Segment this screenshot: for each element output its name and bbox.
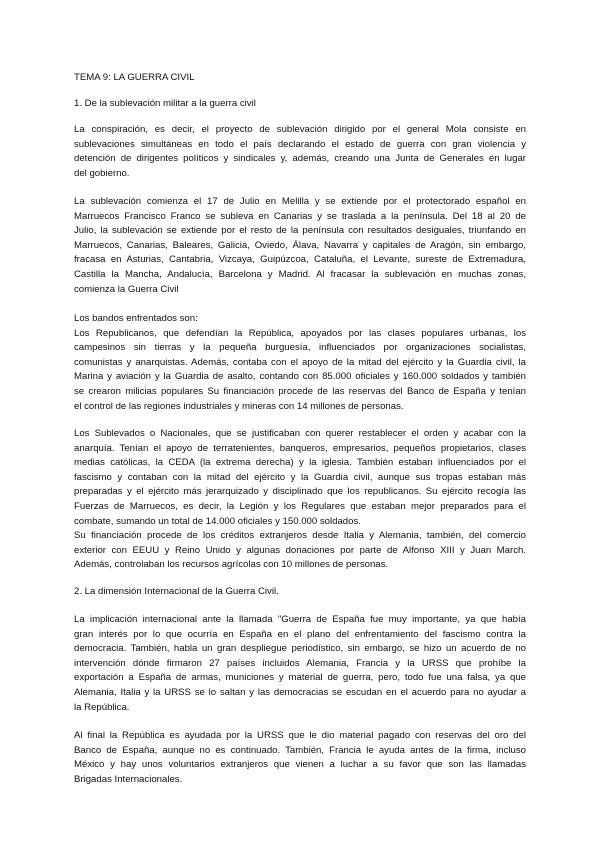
text-line: Los bandos enfrentados son: (74, 313, 198, 324)
section-1-heading: 1. De la sublevación militar a la guerra civil (74, 98, 256, 109)
text-line: se crearon milicias populares Su financiación procede de las reservas del Banco de España y tenían (74, 385, 526, 397)
text-line: intervención dónde firmaron 27 países incluidos Alemania, Francia y la URSS que prohíbe la (74, 657, 526, 669)
text-line: México y hay unos voluntarios extranjeros que vienen a luchar a su favor que son las llamadas (74, 759, 526, 771)
paragraph (74, 613, 526, 715)
paragraph-republicanos (74, 327, 526, 415)
text-line: Alemania, Italia y la URSS se lo saltan y las democracias se escudan en el acuerdo para no ayudar a (74, 686, 526, 698)
text-line: preparadas y el ejército más jerarquizado y disciplinado que los republicanos. Su ejército recogía las (74, 486, 526, 498)
text-line: La conspiración, es decir, el proyecto de sublevación dirigido por el general Mola consiste en (74, 124, 526, 135)
text-line: comienza la Guerra Civil (74, 283, 179, 295)
text-line: Julio, la sublevación se extiende por el resto de la península con resultados desiguales, triunfando en (74, 225, 526, 237)
text-line: campesinos sin tierras y la pequeña burguesía, influenciados por organizaciones socialistas, (74, 342, 526, 354)
text-line: fascismo y contaban con la mitad del ejército y la Guardia civil, aunque sus tropas estaban más (74, 471, 526, 483)
paragraph-financiacion (74, 529, 526, 573)
text-line: sublevaciones simultáneas en todo el país declarando el estado de guerra con gran violencia y (74, 138, 526, 150)
text-line: comunistas y anarquistas. Además, contaba con el apoyo de la mitad del ejército y la Guardia civil, la (74, 356, 526, 368)
text-line: combate, sumando un total de 14.000 oficiales y 150.000 soldados. (74, 515, 361, 527)
text-line: exterior con EEUU y Reino Unido y algunas donaciones por parte de Alfonso XIII y Juan March. (74, 544, 526, 556)
text-line: democracia. También, habla un gran despliegue periodístico, sin embargo, se hizo un acuerdo de no (74, 643, 526, 655)
text-line: gran interés por lo que ocurría en España en el plano del enfrentamiento del fascismo contra la (74, 628, 526, 640)
text-line: Al final la República es ayudada por la URSS que le dio material pagado con reservas del oro del (74, 730, 526, 741)
text-line: el control de las regiones industriales y mineras con 14 millones de personas. (74, 400, 404, 412)
text-line: Marina y aviación y la Guardia de asalto, contando con 85.000 oficiales y 160.000 soldados y también (74, 371, 526, 383)
text-line: del gobierno. (74, 167, 130, 179)
text-line: Castilla la Mancha, Andalucía, Barcelona y Madrid. Al fracasar la sublevación en muchas zonas, (74, 268, 526, 280)
text-line: anarquía. Tenían el apoyo de terratenientes, banqueros, empresarios, pequeños propietarios, clases (74, 442, 526, 454)
text-line: Además, controlaban los recursos agrícolas con 10 millones de personas. (74, 559, 389, 571)
text-line: fracasa en Asturias, Cantabria, Vizcaya, Guipúzcoa, Cataluña, el Levante, sureste de Extremadura, (74, 254, 526, 266)
text-line: Fuerzas de Marruecos, es decir, la Legión y los Regulares que estaban mejor preparados para el (74, 500, 526, 512)
paragraph (74, 729, 526, 787)
text-line: Brigadas Internacionales. (74, 773, 183, 785)
paragraph-sublevados (74, 427, 526, 529)
text-line: la República. (74, 701, 130, 713)
text-line: Marruecos Francisco Franco se subleva en Canarias y se traslada a la península. Del 18 al 20 de (74, 210, 526, 222)
text-line: detención de dirigentes políticos y sindicales y, además, creando una Junta de Generales en lugar (74, 153, 526, 165)
paragraph-bandos-intro (74, 312, 526, 327)
paragraph (74, 123, 526, 181)
text-line: Los Republicanos, que defendían la República, apoyados por las clases populares urbanas, los (74, 327, 526, 339)
text-line: Su financiación procede de los créditos extranjeros desde Italia y Alemania, también, del comercio (74, 530, 526, 541)
text-line: La sublevación comienza el 17 de Julio en Melilla y se extiende por el protectorado español en (74, 196, 526, 207)
text-line: Banco de España, aunque no es continuado. También, Francia le ayuda antes de la firma, incluso (74, 744, 526, 756)
text-line: medias católicas, la CEDA (la extrema derecha) y la iglesia. También estaban influenciados por el (74, 457, 526, 469)
text-line: Los Sublevados o Nacionales, que se justificaban con querer restablecer el orden y acabar con la (74, 428, 526, 439)
text-line: Marruecos, Canarias, Baleares, Galicia, Oviedo, Álava, Navarra y capitales de Aragón, sin embargo, (74, 239, 526, 251)
paragraph (74, 195, 526, 297)
document-title: TEMA 9: LA GUERRA CIVIL (74, 72, 195, 83)
text-line: La implicación internacional ante la llamada "Guerra de España fue muy importante, ya que había (74, 614, 526, 625)
text-line: exportación a España de armas, municiones y material de guerra, pero, todo fue una falsa, ya que (74, 672, 526, 684)
section-2-heading: 2. La dimensión Internacional de la Guerra Civil. (74, 586, 279, 597)
